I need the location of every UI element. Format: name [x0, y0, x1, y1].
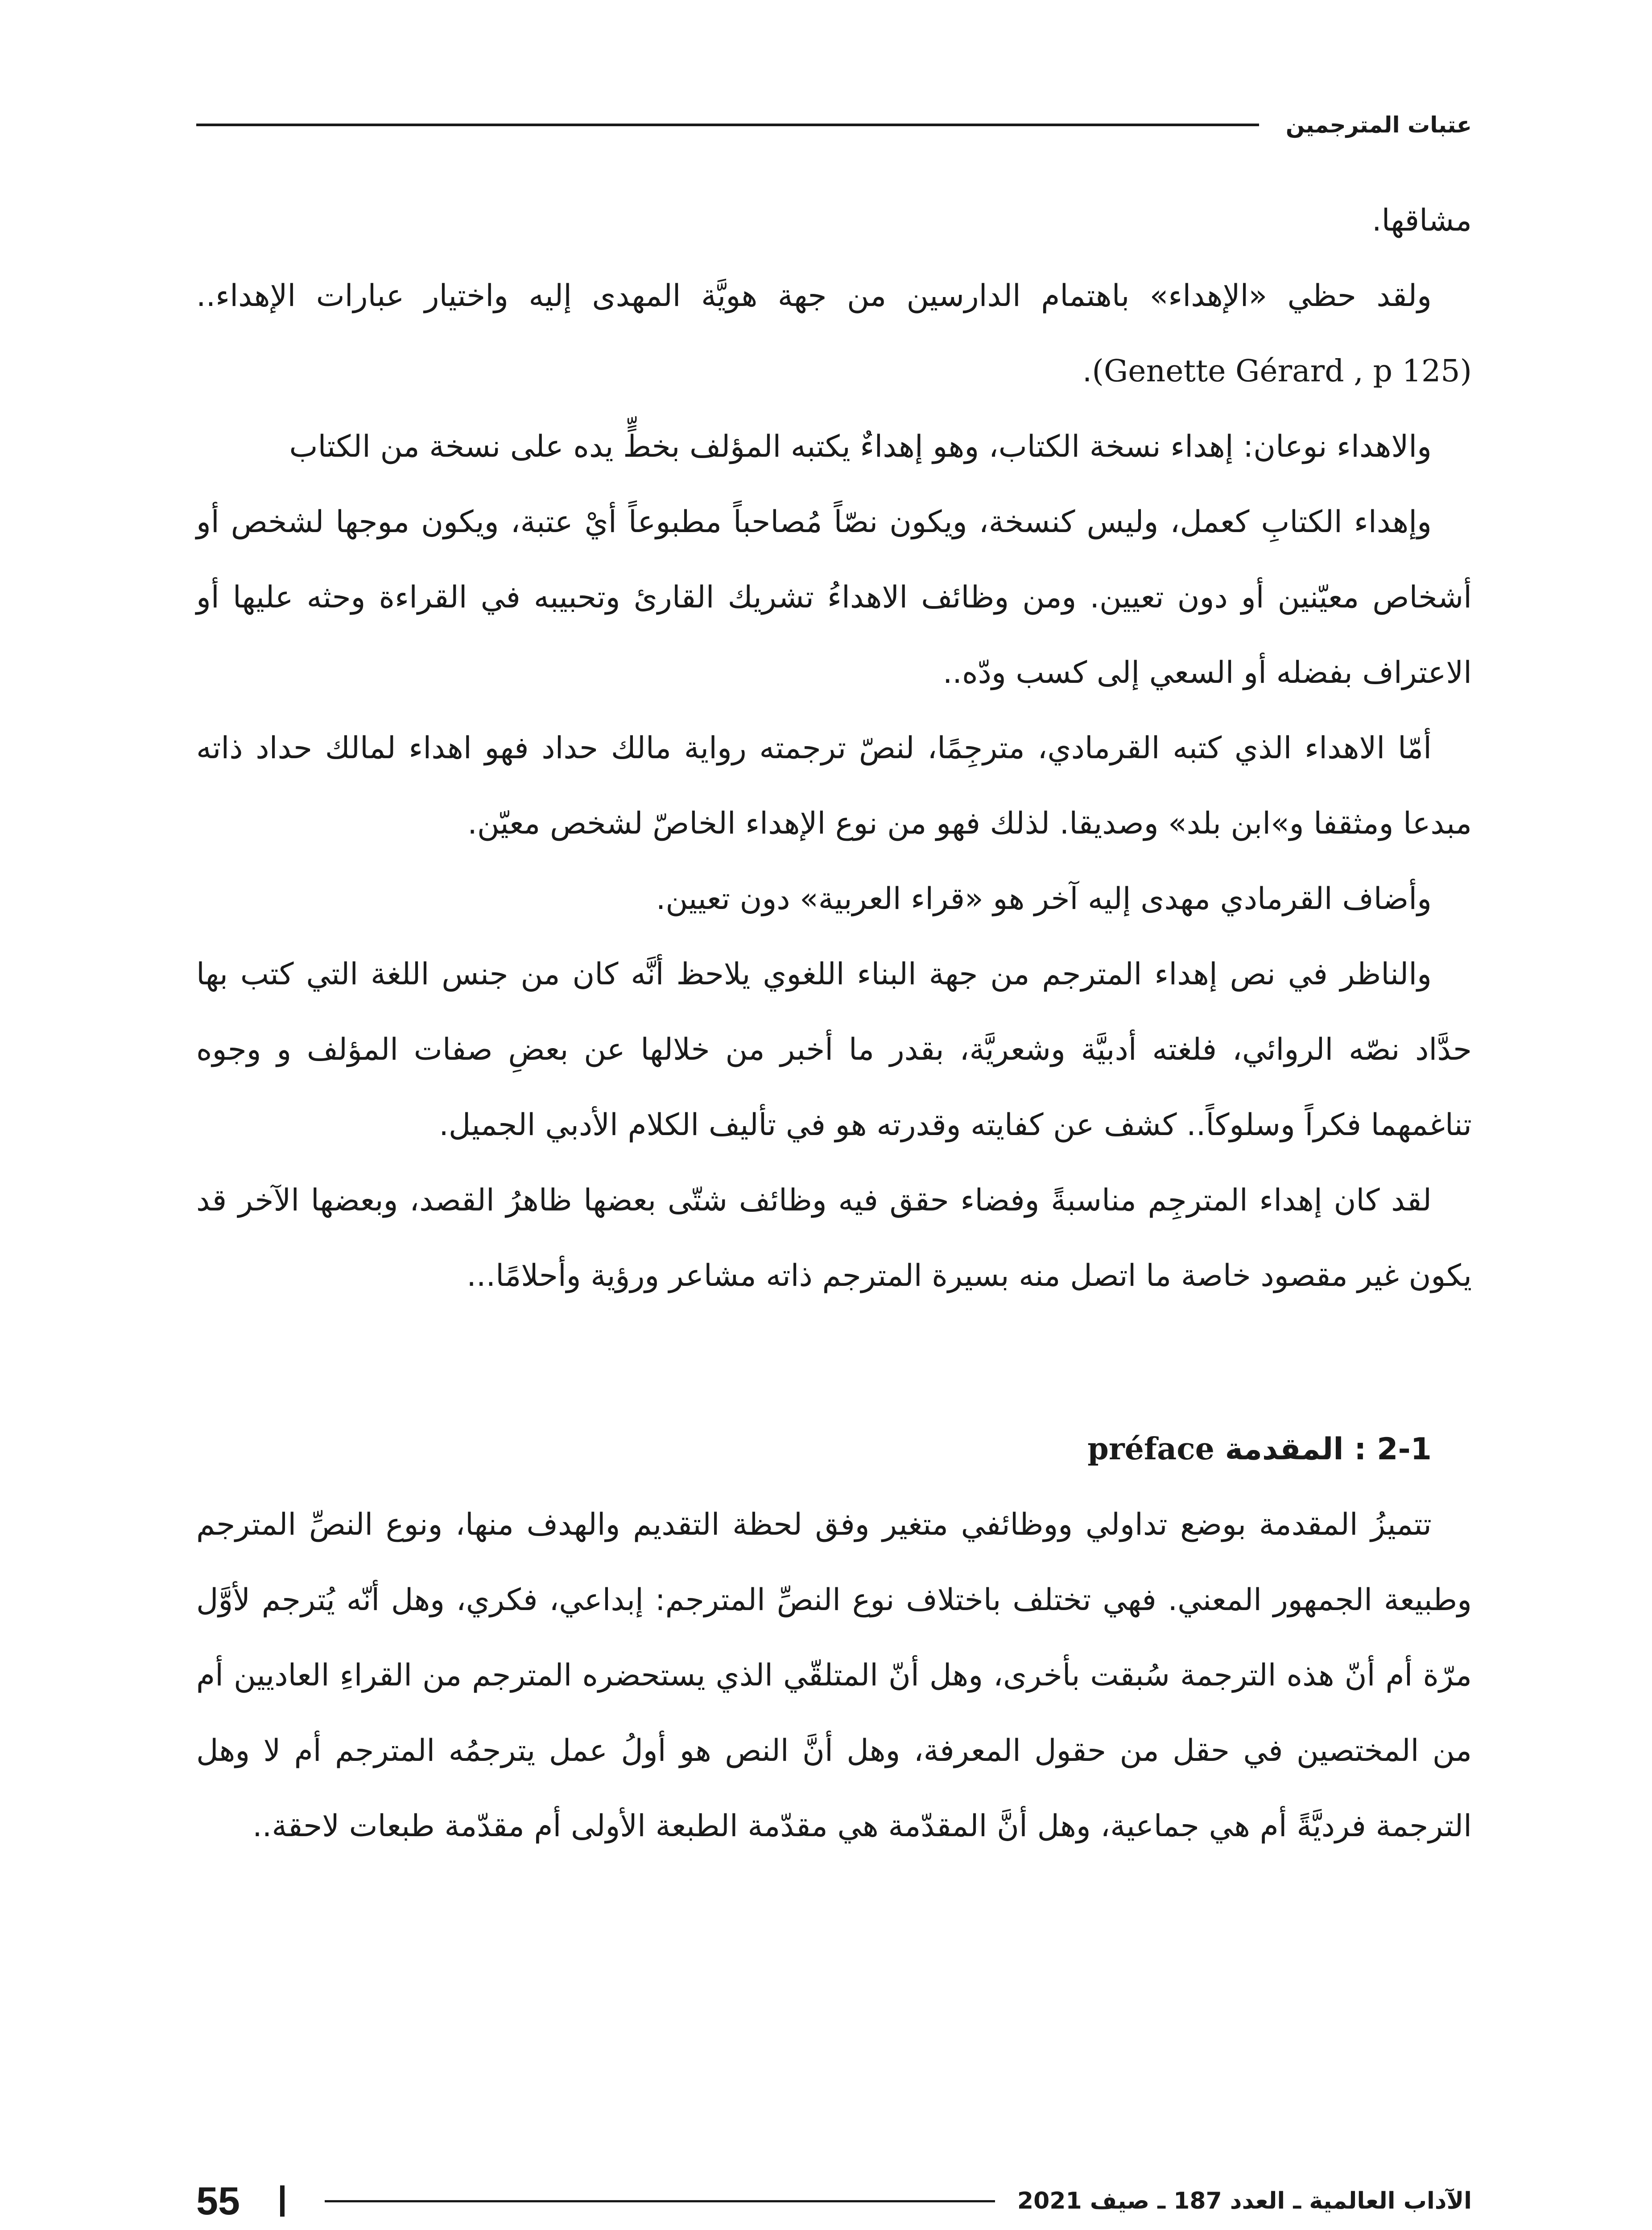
footer-rule [325, 2200, 995, 2202]
section-title-ar: المقدمة [1225, 1432, 1344, 1467]
section-heading [196, 1412, 1472, 1487]
paragraph: وأضاف القرمادي مهدى إليه آخر هو «قراء العربية» دون تعيين. [656, 881, 1432, 917]
running-header [196, 107, 1472, 143]
citation: (Genette Gérard , p 125) [1092, 354, 1472, 389]
section-title-fr: préface [1087, 1431, 1214, 1467]
paragraph: تتميزُ المقدمة بوضع تداولي ووظائفي متغير وفق لحظة التقديم والهدف منها، ونوع النصِّ المترجم وطبيعة الجمهور المعني. فهي تختلف باختلاف نوع النصِّ المترجم: إبداعي، فكري، وهل أنّه يُترجم لأوَّل مرّة أم أنّ هذه الترجمة سُبقت بأخرى، وهل أنّ المتلقّي الذي يستحضره المترجم من القراءِ العاديين أم من المختصين في حقل من حقول المعرفة، وهل أنَّ النص هو أولُ عمل يترجمُه المترجم أم لا وهل الترجمة فرديَّةً أم هي جماعية، وهل أنَّ المقدّمة هي مقدّمة الطبعة الأولى أم مقدّمة طبعات لاحقة.. [196, 1507, 1472, 1844]
paragraph: مشاقها. [1372, 203, 1472, 238]
paragraph: لقد كان إهداء المترجِم مناسبةً وفضاء حقق فيه وظائف شتّى بعضها ظاهرُ القصد، وبعضها الآخر قد يكون غير مقصود خاصة ما اتصل منه بسيرة المترجم ذاته مشاعر ورؤية وأحلامًا... [196, 1183, 1472, 1293]
running-title: عتبات المترجمين [1285, 112, 1472, 138]
paragraph: أمّا الاهداء الذي كتبه القرمادي، مترجِمًا، لنصّ ترجمته رواية مالك حداد فهو اهداء لمالك حداد ذاته مبدعا ومثقفا و»ابن بلد» وصديقا. لذلك فهو من نوع الإهداء الخاصّ لشخص معيّن. [196, 731, 1472, 841]
paragraph-text: ولقد حظي «الإهداء» باهتمام الدارسين من جهة هويَّة المهدى إليه واختيار عبارات الإهداء.. [196, 278, 1432, 314]
citation-end: . [1082, 354, 1092, 389]
header-rule [196, 124, 1259, 126]
footer-separator [280, 2185, 285, 2217]
page-number: 55 [196, 2179, 240, 2223]
paragraph: وإهداء الكتابِ كعمل، وليس كنسخة، ويكون نصّاً مُصاحباً مطبوعاً أيْ عتبة، ويكون موجها لشخص أو أشخاص معيّنين أو دون تعيين. ومن وظائف الاهداءُ تشريك القارئ وتحبيبه في القراءة وحثه عليها أو الاعتراف بفضله أو السعي إلى كسب ودّه.. [196, 504, 1472, 690]
article-body [196, 183, 1472, 1864]
paragraph: والاهداء نوعان: إهداء نسخة الكتاب، وهو إهداءٌ يكتبه المؤلف بخطٍّ يده على نسخة من الكتاب [289, 429, 1432, 464]
paragraph: والناظر في نص إهداء المترجم من جهة البناء اللغوي يلاحظ أنَّه كان من جنس اللغة التي كتب بها حدَّاد نصّه الروائي، فلغته أدبيَّة وشعريَّة، بقدر ما أخبر من خلالها عن بعضِ صفات المؤلف و وجوه تناغمهما فكراً وسلوكاً.. كشف عن كفايته وقدرته هو في تأليف الكلام الأدبي الجميل. [196, 957, 1472, 1143]
section-number: 2-1 : [1354, 1432, 1432, 1467]
page-footer [196, 2179, 1472, 2223]
journal-issue: الآداب العالمية ـ العدد 187 ـ صيف 2021 [1017, 2188, 1472, 2214]
paragraph-citation [196, 258, 1472, 409]
